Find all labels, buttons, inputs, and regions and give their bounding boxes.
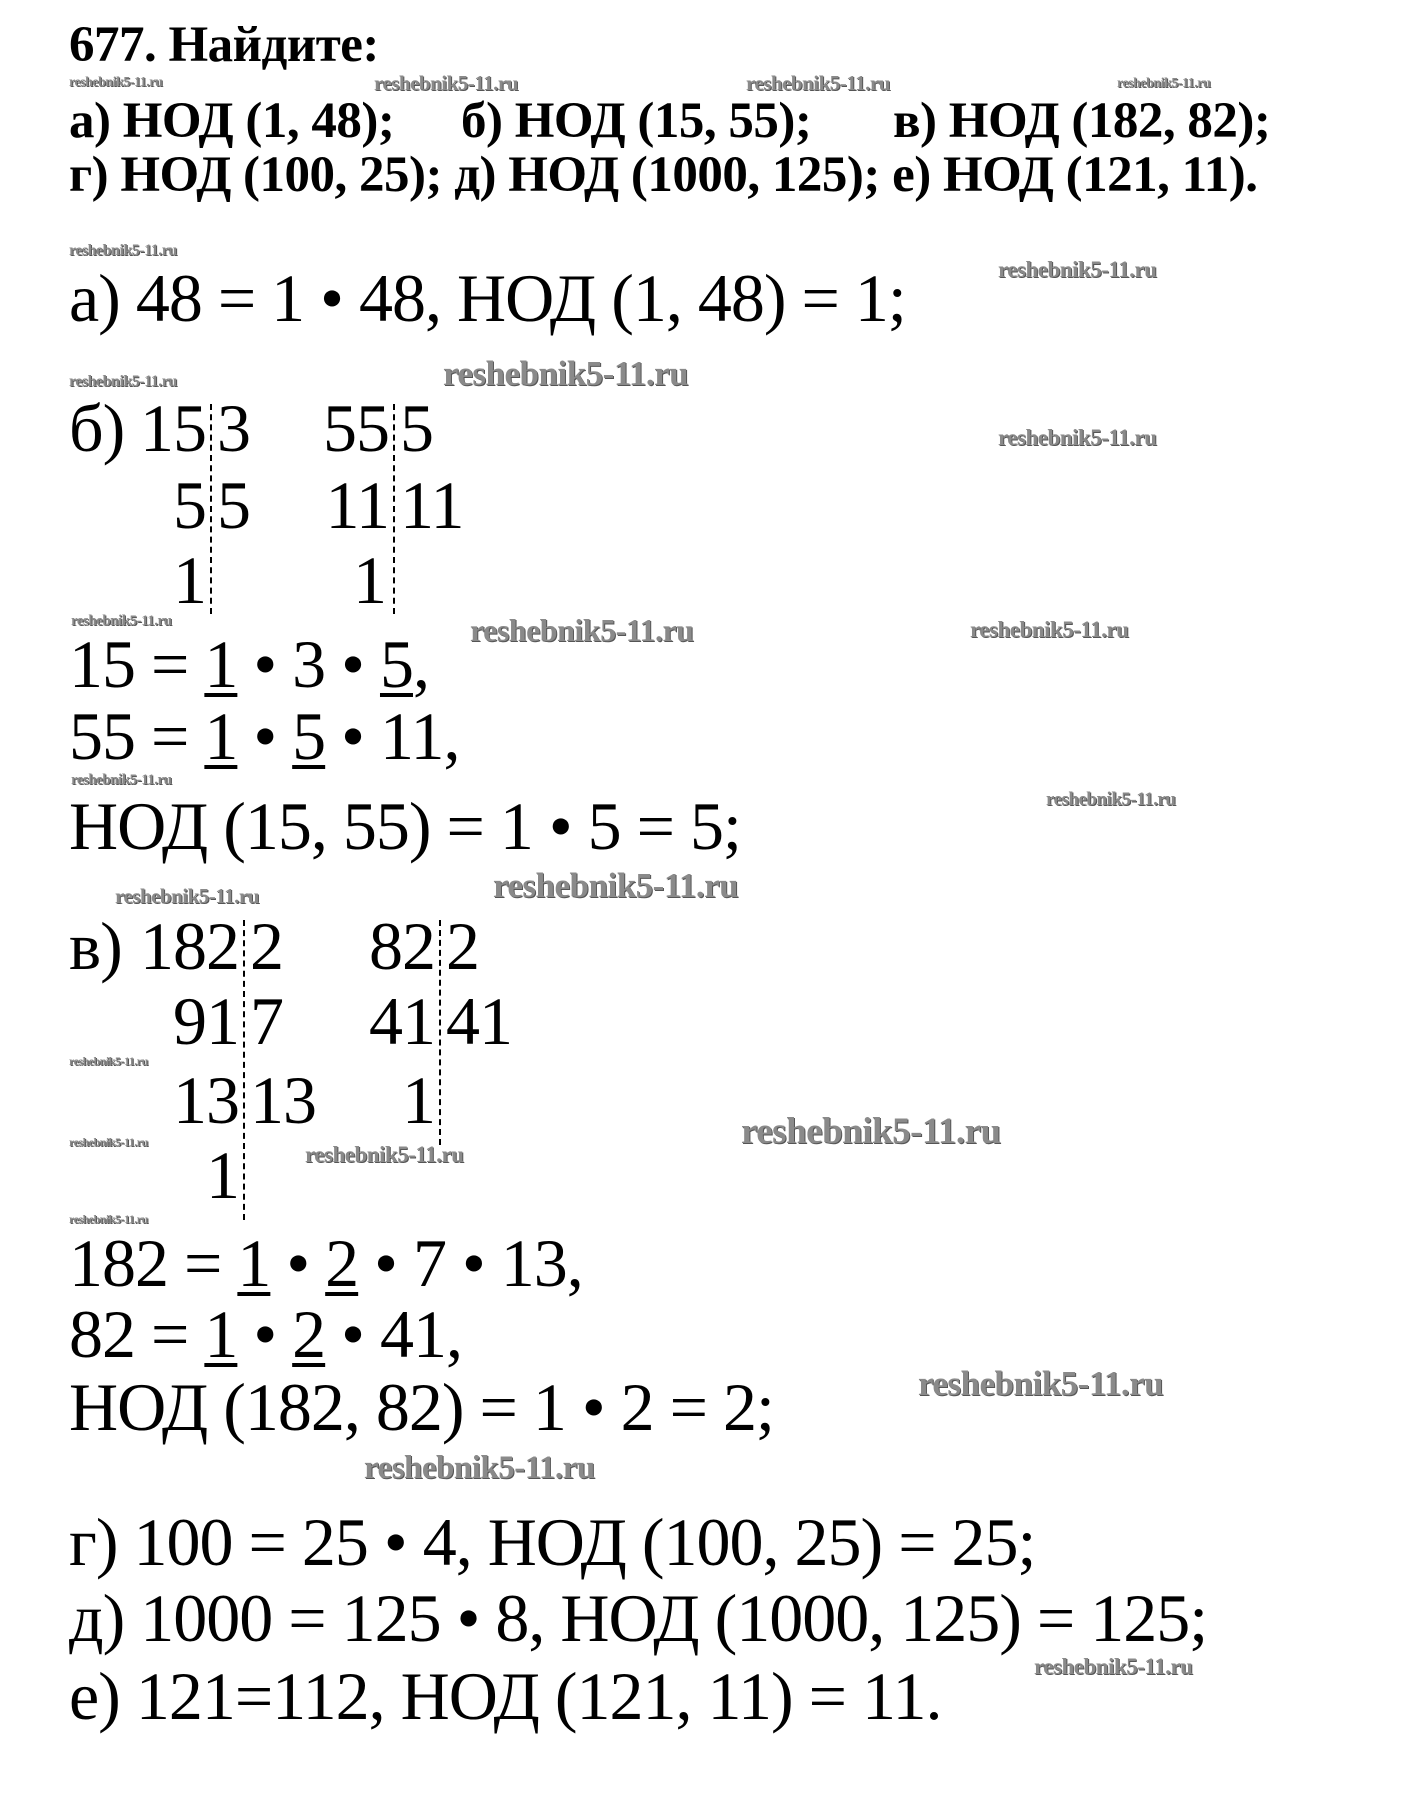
expr-part: • — [237, 698, 293, 774]
dividend: 15 — [140, 390, 206, 466]
dividend: 13 — [173, 1062, 239, 1138]
dividend: 1 — [353, 542, 386, 618]
divisor: 2 — [250, 908, 283, 984]
expr-part: • — [237, 1296, 293, 1372]
expr-part: • — [270, 1225, 326, 1301]
solution-d: д) 1000 = 125 • 8, НОД (1000, 125) = 125; — [69, 1580, 1208, 1656]
watermark: reshebnik5-11.ru — [443, 354, 689, 393]
result-b: НОД (15, 55) = 1 • 5 = 5; — [69, 788, 741, 864]
watermark: reshebnik5-11.ru — [364, 1450, 595, 1486]
divisor: 3 — [217, 390, 250, 466]
dividend: 11 — [325, 467, 389, 543]
common-factor: 2 — [325, 1225, 359, 1301]
watermark: reshebnik5-11.ru — [115, 884, 259, 908]
watermark: reshebnik5-11.ru — [1117, 76, 1211, 91]
divider-line — [439, 920, 441, 1145]
watermark: reshebnik5-11.ru — [69, 1135, 148, 1149]
divisor: 13 — [250, 1062, 316, 1138]
solution-g: г) 100 = 25 • 4, НОД (100, 25) = 25; — [69, 1504, 1036, 1580]
common-factor: 1 — [204, 1296, 238, 1372]
watermark: reshebnik5-11.ru — [305, 1142, 464, 1167]
common-factor: 1 — [204, 626, 238, 702]
expr-part: 15 = — [69, 626, 205, 702]
watermark: reshebnik5-11.ru — [71, 772, 172, 788]
watermark: reshebnik5-11.ru — [69, 1212, 148, 1226]
watermark: reshebnik5-11.ru — [741, 1111, 1001, 1152]
dividend: 1 — [206, 1137, 239, 1213]
dividend: 91 — [173, 983, 239, 1059]
dividend: 182 — [140, 908, 239, 984]
factorization-82 — [69, 1296, 462, 1372]
dividend: 82 — [369, 908, 435, 984]
tasks-g-d-e: г) НОД (100, 25); д) НОД (1000, 125); е) НОД (121, 11). — [69, 147, 1258, 203]
watermark: reshebnik5-11.ru — [470, 612, 694, 648]
expr-part: • 7 • 13, — [358, 1225, 583, 1301]
dividend: 55 — [323, 390, 389, 466]
expr-part: 55 = — [69, 698, 205, 774]
watermark: reshebnik5-11.ru — [998, 425, 1157, 450]
divisor: 5 — [217, 467, 250, 543]
solution-b-label: б) — [69, 390, 125, 466]
watermark: reshebnik5-11.ru — [918, 1364, 1164, 1403]
divisor: 11 — [400, 467, 464, 543]
watermark: reshebnik5-11.ru — [69, 75, 163, 90]
watermark: reshebnik5-11.ru — [374, 71, 518, 95]
dividend: 41 — [369, 983, 435, 1059]
common-factor: 5 — [379, 626, 413, 702]
watermark: reshebnik5-11.ru — [69, 373, 177, 390]
expr-part: , — [412, 626, 429, 702]
watermark: reshebnik5-11.ru — [69, 242, 177, 259]
watermark: reshebnik5-11.ru — [746, 71, 890, 95]
watermark: reshebnik5-11.ru — [970, 617, 1129, 642]
common-factor: 1 — [204, 698, 238, 774]
task-a: а) НОД (1, 48); — [69, 93, 395, 149]
divisor: 5 — [400, 390, 433, 466]
expr-part: 182 = — [69, 1225, 238, 1301]
task-v: в) НОД (182, 82); — [893, 93, 1271, 149]
expr-part: • 11, — [325, 698, 460, 774]
expr-part: • 3 • — [237, 626, 380, 702]
watermark: reshebnik5-11.ru — [69, 1054, 148, 1068]
divisor: 41 — [446, 983, 512, 1059]
expr-part: • 41, — [325, 1296, 462, 1372]
dividend: 5 — [173, 467, 206, 543]
watermark: reshebnik5-11.ru — [1034, 1654, 1193, 1679]
solution-a: а) 48 = 1 • 48, НОД (1, 48) = 1; — [69, 260, 906, 336]
divisor: 2 — [446, 908, 479, 984]
common-factor: 5 — [292, 698, 326, 774]
watermark: reshebnik5-11.ru — [1046, 789, 1176, 810]
factorization-182 — [69, 1225, 583, 1301]
exercise-title: 677. Найдите: — [69, 17, 379, 73]
dividend: 1 — [402, 1062, 435, 1138]
dividend: 1 — [173, 542, 206, 618]
divider-line — [243, 920, 245, 1220]
divider-line — [393, 404, 395, 614]
watermark: reshebnik5-11.ru — [493, 866, 739, 905]
watermark: reshebnik5-11.ru — [998, 257, 1157, 282]
common-factor: 1 — [237, 1225, 271, 1301]
divider-line — [210, 404, 212, 614]
task-b: б) НОД (15, 55); — [461, 93, 812, 149]
expr-part: 82 = — [69, 1296, 205, 1372]
divisor: 7 — [250, 983, 283, 1059]
factorization-55 — [69, 698, 460, 774]
result-v: НОД (182, 82) = 1 • 2 = 2; — [69, 1369, 774, 1445]
solution-v-label: в) — [69, 908, 122, 984]
factorization-15 — [69, 626, 429, 702]
watermark: reshebnik5-11.ru — [71, 613, 172, 629]
solution-e: е) 121=112, НОД (121, 11) = 11. — [69, 1658, 942, 1734]
common-factor: 2 — [292, 1296, 326, 1372]
